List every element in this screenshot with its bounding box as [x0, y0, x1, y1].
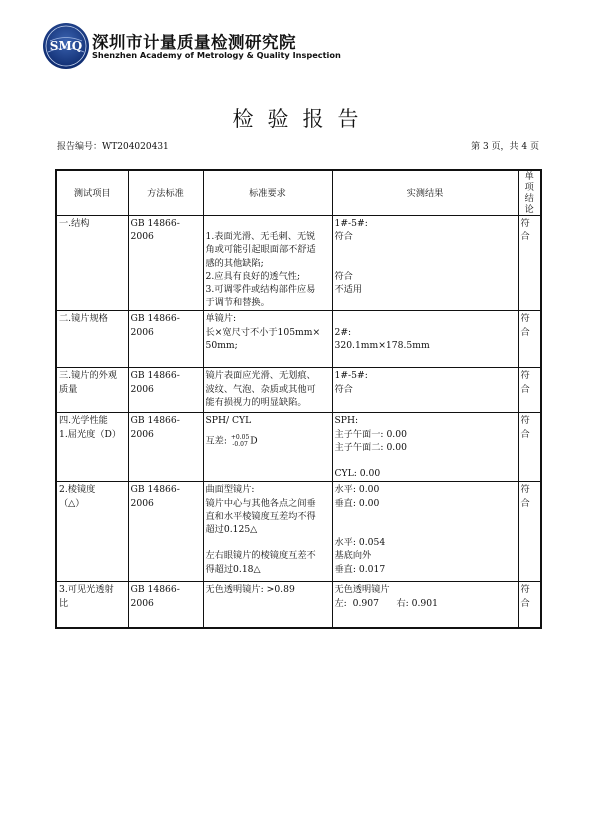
- header-requirement: 标准要求: [203, 170, 332, 216]
- cell-method: GB 14866-2006: [128, 311, 203, 368]
- header-conclusion: 单项 结论: [518, 170, 541, 216]
- cell-requirement: 1.表面光滑、无毛刺、无锐 角或可能引起眼面部不舒适 感的其他缺陷; 2.应具有良好的透气性; 3.可调零件或结构部件应易 于调节和替换。: [203, 216, 332, 311]
- table-row: [56, 368, 541, 413]
- cell-conclusion: 符合: [518, 582, 541, 628]
- cell-conclusion: 符合: [518, 413, 541, 482]
- page-info: 第 3 页，共 4 页: [471, 142, 539, 152]
- table-row: [56, 311, 541, 368]
- cell-item: 四.光学性能 1.屈光度（D）: [56, 413, 128, 482]
- cell-result: 2#: 320.1mm×178.5mm: [332, 311, 518, 368]
- smq-logo: [42, 22, 90, 70]
- cell-requirement: 曲面型镜片: 镜片中心与其他各点之间垂 直和水平棱镜度互差均不得 超过0.125△ 左右眼镜片的棱镜度互差不 得超过0.18△: [203, 482, 332, 582]
- cell-method: GB 14866-2006: [128, 413, 203, 482]
- cell-result: 无色透明镜片 左: 0.907 右: 0.901: [332, 582, 518, 628]
- tolerance: +0.05 -0.07: [230, 433, 250, 448]
- header-method: 方法标准: [128, 170, 203, 216]
- cell-result: 水平: 0.00 垂直: 0.00 水平: 0.054 基底向外 垂直: 0.017: [332, 482, 518, 582]
- cell-requirement: 镜片表面应光滑、无划痕、 波纹、气泡、杂质或其他可 能有损视力的明显缺陷。: [203, 368, 332, 413]
- cell-item: 3.可见光透射 比: [56, 582, 128, 628]
- inspection-table: [55, 169, 542, 629]
- cell-item: 三.镜片的外观 质量: [56, 368, 128, 413]
- org-name-en: Shenzhen Academy of Metrology & Quality Inspection: [92, 50, 341, 60]
- table-row: [56, 216, 541, 311]
- cell-method: GB 14866-2006: [128, 582, 203, 628]
- cell-item: 2.棱镜度 （△）: [56, 482, 128, 582]
- header-result: 实测结果: [332, 170, 518, 216]
- header-item: 测试项目: [56, 170, 128, 216]
- cell-conclusion: 符合: [518, 482, 541, 582]
- cell-conclusion: 符合: [518, 368, 541, 413]
- cell-method: GB 14866-2006: [128, 216, 203, 311]
- cell-requirement: 单镜片: 长×宽尺寸不小于105mm× 50mm;: [203, 311, 332, 368]
- report-title: 检验报告: [232, 107, 373, 131]
- cell-conclusion: 符合: [518, 216, 541, 311]
- cell-method: GB 14866-2006: [128, 482, 203, 582]
- table-row: [56, 582, 541, 628]
- table-row: [56, 413, 541, 482]
- logo-text: SMQ: [49, 39, 83, 53]
- table-row: [56, 482, 541, 582]
- cell-result: 1#-5#: 符合 符合 不适用: [332, 216, 518, 311]
- report-number: 报告编号：WT204020431: [57, 142, 169, 152]
- cell-conclusion: 符合: [518, 311, 541, 368]
- cell-item: 二.镜片规格: [56, 311, 128, 368]
- cell-item: 一.结构: [56, 216, 128, 311]
- org-name-cn: 深圳市计量质量检测研究院: [92, 33, 296, 52]
- cell-requirement: SPH/ CYL 互差: +0.05 -0.07 D: [203, 413, 332, 482]
- table-header-row: [56, 170, 541, 216]
- cell-result: SPH: 主子午面一: 0.00 主子午面二: 0.00 CYL: 0.00: [332, 413, 518, 482]
- cell-requirement: 无色透明镜片: >0.89: [203, 582, 332, 628]
- cell-result: 1#-5#: 符合: [332, 368, 518, 413]
- cell-method: GB 14866-2006: [128, 368, 203, 413]
